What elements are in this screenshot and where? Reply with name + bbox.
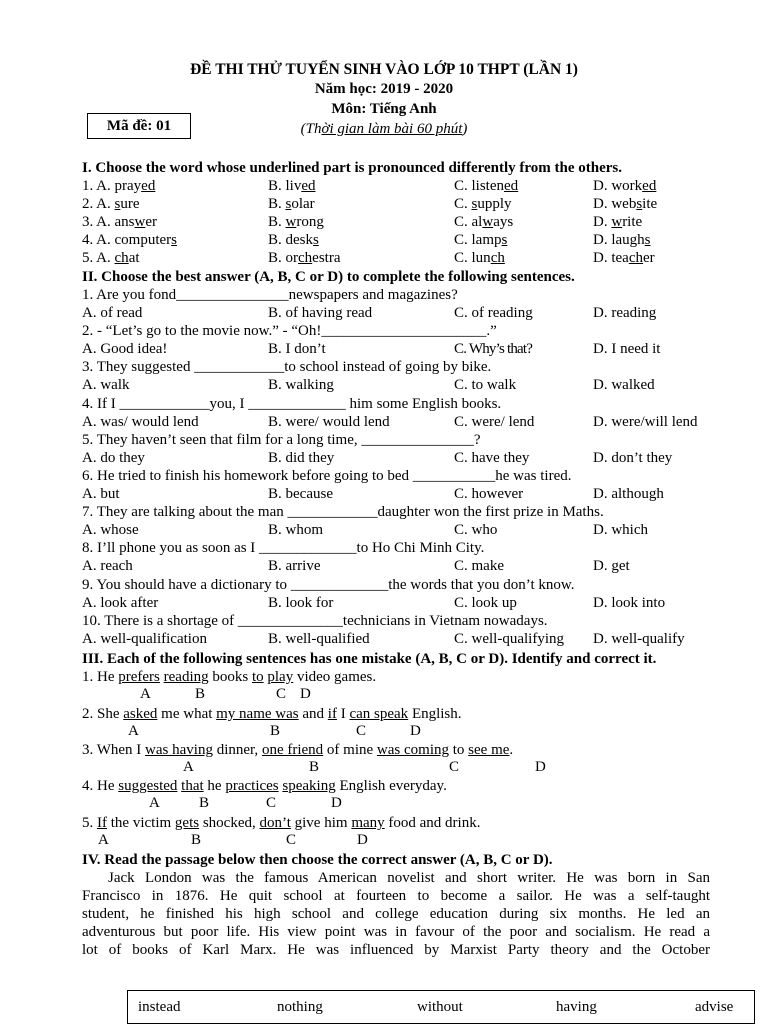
time-underlined: ời gian làm bài 60 phút	[321, 121, 463, 137]
option	[268, 195, 315, 213]
reading-passage	[82, 869, 710, 959]
answer-option: C. look up	[454, 594, 517, 611]
sentence-text: give him	[290, 815, 352, 831]
option-text: ite	[642, 196, 658, 212]
option-text: 3. A. ans	[82, 214, 135, 230]
answer-option: D. although	[593, 486, 664, 502]
option-text: ure	[120, 196, 140, 212]
answer-option: A. but	[82, 486, 120, 502]
underlined-part: s	[313, 232, 319, 248]
underlined-part: can speak	[349, 706, 409, 722]
option-letters	[0, 723, 768, 739]
option-letter: D	[331, 795, 342, 811]
question-row	[82, 213, 722, 231]
option	[268, 231, 319, 249]
sentence-text: dinner,	[212, 742, 262, 758]
answer-option: D. were/will lend	[593, 413, 698, 430]
underlined-part: s	[285, 196, 292, 212]
option	[82, 195, 140, 213]
sentence-text: food and drink.	[384, 815, 481, 831]
underlined-part: that	[181, 778, 204, 794]
sentence-text: .	[509, 742, 514, 758]
answer-option: C. Why’s that?	[454, 341, 533, 358]
underlined-part: ed	[642, 178, 657, 194]
underlined-part: w	[482, 214, 494, 230]
option-text: B. desk	[268, 232, 313, 248]
option	[454, 177, 518, 195]
underlined-part: ch	[490, 250, 505, 266]
option-letter: B	[195, 686, 206, 702]
option-text: C. al	[454, 214, 483, 230]
answer-option: D. I need it	[593, 341, 661, 358]
underlined-part: w	[134, 214, 146, 230]
underlined-part: many	[351, 815, 385, 831]
option-letters	[0, 686, 768, 702]
option-text: 4. A. computer	[82, 232, 172, 248]
underlined-part: ed	[301, 178, 316, 194]
answer-option: A. was/ would lend	[82, 413, 199, 430]
option-text: rite	[622, 214, 643, 230]
underlined-part: ch	[628, 250, 643, 266]
answer-option: D. walked	[593, 377, 655, 394]
answer-option: B. well-qualified	[268, 630, 370, 647]
option-text: D. work	[593, 178, 643, 194]
option-text: B. liv	[268, 178, 302, 194]
option	[593, 195, 657, 213]
option-text: D. tea	[593, 250, 629, 266]
underlined-part: to	[251, 669, 264, 685]
option-letter: A	[149, 795, 160, 811]
school-year: Năm học: 2019 - 2020	[314, 81, 454, 97]
option	[454, 249, 505, 267]
answer-option: C. well-qualifying	[454, 630, 564, 647]
time-prefix: (Th	[300, 121, 322, 137]
sentence-text: me what	[157, 706, 217, 722]
question-row	[82, 249, 722, 267]
sentence-text: English everyday.	[335, 778, 447, 794]
sentence-text: he	[203, 778, 226, 794]
option	[82, 177, 155, 195]
underlined-part: s	[501, 232, 508, 248]
question-text: 8. I’ll phone you as soon as I _____________to Ho Chi Minh City.	[82, 540, 485, 557]
sentence-text: 5.	[82, 815, 97, 831]
answer-option: A. walk	[82, 377, 130, 394]
answer-option: C. who	[454, 522, 498, 539]
underlined-part: if	[327, 706, 337, 722]
sentence-text: 2. She	[82, 706, 124, 722]
answer-option: B. were/ would lend	[268, 413, 390, 430]
option-text: 2. A.	[82, 196, 115, 212]
question-text: 10. There is a shortage of ______________technicians in Vietnam nowadays.	[82, 612, 548, 629]
sentence	[82, 741, 513, 759]
underlined-part: If	[97, 815, 107, 831]
underlined-part: my name was	[216, 706, 299, 722]
answer-option: A. reach	[82, 558, 133, 575]
option-text: olar	[291, 196, 315, 212]
section-3-title: III. Each of the following sentences has one mistake (A, B, C or D). Identify and correct it.	[82, 651, 657, 667]
option	[593, 249, 655, 267]
question-text: 1. Are you fond_______________newspapers and magazines?	[82, 287, 458, 303]
underlined-part: don’t	[259, 815, 291, 831]
question-row	[82, 195, 722, 213]
option-text: B. or	[268, 250, 298, 266]
option	[268, 249, 341, 267]
sentence-text: video games.	[293, 669, 377, 685]
underlined-part: was coming	[376, 742, 449, 758]
option	[268, 177, 316, 195]
passage-line: Jack London was the famous American novelist and short writer. He was born in San	[108, 870, 710, 886]
underlined-part: s	[471, 196, 478, 212]
underlined-part: reading	[163, 669, 209, 685]
sentence-text: books	[208, 669, 252, 685]
option	[82, 213, 157, 231]
sentence	[82, 814, 480, 832]
option-text: B.	[268, 214, 286, 230]
option-text: 5. A.	[82, 250, 115, 266]
option	[268, 213, 324, 231]
option	[454, 195, 512, 213]
answer-option: B. of having read	[268, 305, 373, 321]
answer-option: D. don’t they	[593, 449, 673, 466]
word-box-item: instead	[138, 999, 181, 1015]
option	[593, 213, 642, 231]
underlined-part: was having	[145, 742, 213, 758]
sentence-text: and	[298, 706, 328, 722]
underlined-part: prefers	[118, 669, 160, 685]
sentence-text: I	[336, 706, 350, 722]
sentence	[82, 705, 462, 723]
underlined-part: ed	[504, 178, 519, 194]
option-letter: A	[98, 832, 109, 848]
underlined-part: one friend	[261, 742, 324, 758]
underlined-part: w	[611, 214, 623, 230]
option-text: B.	[268, 196, 286, 212]
option-text: C. listen	[454, 178, 505, 194]
answer-option: C. make	[454, 558, 504, 575]
answer-option: B. arrive	[268, 558, 321, 575]
option-text: at	[128, 250, 140, 266]
underlined-part: s	[644, 232, 651, 248]
sentence-text: to	[449, 742, 469, 758]
word-box	[127, 990, 755, 1024]
option-letter: B	[199, 795, 210, 811]
question-text: 2. - “Let’s go to the movie now.” - “Oh!______________________.”	[82, 323, 497, 340]
option-letter: B	[309, 759, 320, 775]
answer-option: B. I don’t	[268, 341, 326, 358]
sentence	[82, 668, 376, 686]
word-box-item: advise	[695, 999, 734, 1015]
section-2-title: II. Choose the best answer (A, B, C or D) to complete the following sentences.	[82, 269, 575, 285]
answer-row	[82, 485, 722, 503]
answer-option: A. whose	[82, 522, 139, 539]
option	[82, 231, 177, 249]
option-text: D. laugh	[593, 232, 645, 248]
option-text: C.	[454, 196, 472, 212]
option-letter: D	[300, 686, 311, 702]
section-4-title: IV. Read the passage below then choose the correct answer (A, B, C or D).	[82, 852, 553, 868]
sentence-text: English.	[408, 706, 462, 722]
option-letter: A	[140, 686, 151, 702]
word-box-item: nothing	[277, 999, 323, 1015]
option-letter: B	[270, 723, 281, 739]
question-row	[82, 177, 722, 195]
option-text: C. lamp	[454, 232, 502, 248]
sentence-text: shocked,	[199, 815, 260, 831]
question-text: 5. They haven’t seen that film for a long time, _______________?	[82, 431, 481, 448]
question-text: 7. They are talking about the man ____________daughter won the first prize in Maths.	[82, 504, 604, 521]
underlined-part: s	[171, 232, 177, 248]
underlined-part: ch	[114, 250, 129, 266]
underlined-part: ed	[141, 178, 156, 194]
answer-row	[82, 304, 722, 322]
underlined-part: practices	[225, 778, 279, 794]
question-text: 4. If I ____________you, I _____________ him some English books.	[82, 395, 502, 412]
option-letter: C	[276, 686, 287, 702]
sentence-text: 3. When I	[82, 742, 146, 758]
word-box-item: without	[417, 999, 463, 1015]
answer-option: A. of read	[82, 305, 143, 321]
answer-option: C. have they	[454, 449, 530, 466]
sentence-text: the victim	[107, 815, 175, 831]
underlined-part: play	[267, 669, 294, 685]
time-allowed	[0, 121, 768, 138]
answer-row	[82, 557, 722, 575]
option-text: er	[145, 214, 157, 230]
sentence-text: 4. He	[82, 778, 119, 794]
answer-option: C. however	[454, 486, 524, 502]
question-text: 9. You should have a dictionary to _____________the words that you don’t know.	[82, 576, 575, 593]
option	[593, 177, 656, 195]
option-letter: A	[183, 759, 194, 775]
answer-option: A. well-qualification	[82, 630, 207, 647]
word-box-item: having	[556, 999, 597, 1015]
underlined-part: suggested	[118, 778, 178, 794]
option-letter: D	[410, 723, 421, 739]
option	[593, 231, 651, 249]
option-letter: B	[191, 832, 202, 848]
answer-option: B. look for	[268, 594, 334, 611]
option-letter: C	[449, 759, 460, 775]
section-1-title: I. Choose the word whose underlined part is pronounced differently from the others.	[82, 160, 623, 176]
option-letter: A	[128, 723, 139, 739]
option-letter: C	[266, 795, 277, 811]
passage-line: student, he finished his high school and college education during six months. He led an	[82, 906, 710, 922]
underlined-part: asked	[123, 706, 158, 722]
option	[454, 231, 507, 249]
answer-option: D. which	[593, 522, 648, 539]
option-text: estra	[312, 250, 341, 266]
question-text: 6. He tried to finish his homework before going to bed ___________he was tired.	[82, 468, 572, 484]
answer-option: C. to walk	[454, 377, 517, 394]
option-letter: D	[535, 759, 546, 775]
time-suffix: )	[462, 121, 468, 137]
option-letter: D	[357, 832, 368, 848]
sentence-text: 1. He	[82, 669, 119, 685]
option-letters	[0, 832, 768, 848]
question-text: 3. They suggested ____________to school instead of going by bike.	[82, 359, 492, 376]
underlined-part: w	[285, 214, 297, 230]
option-text: upply	[477, 196, 512, 212]
answer-row	[82, 376, 722, 394]
option-text: C. lun	[454, 250, 491, 266]
subject: Môn: Tiếng Anh	[331, 101, 437, 117]
option-letters	[0, 795, 768, 811]
option	[454, 213, 513, 231]
option-text: er	[643, 250, 655, 266]
answer-row	[82, 521, 722, 539]
underlined-part: s	[636, 196, 643, 212]
exam-title: ĐỀ THI THỬ TUYỂN SINH VÀO LỚP 10 THPT (LẦN 1)	[190, 61, 578, 78]
underlined-part: see me	[468, 742, 510, 758]
underlined-part: speaking	[282, 778, 336, 794]
answer-option: C. were/ lend	[454, 413, 535, 430]
answer-row	[82, 449, 722, 467]
option-letter: C	[356, 723, 367, 739]
sentence-text: of mine	[323, 742, 377, 758]
underlined-part: s	[114, 196, 121, 212]
answer-option: D. get	[593, 558, 630, 575]
answer-row	[82, 413, 722, 431]
option-letters	[0, 759, 768, 775]
answer-option: C. of reading	[454, 305, 533, 321]
answer-row	[82, 594, 722, 612]
answer-option: A. Good idea!	[82, 341, 168, 358]
answer-option: A. look after	[82, 594, 159, 611]
option-text: rong	[296, 214, 324, 230]
answer-option: B. walking	[268, 377, 334, 394]
option-text: D.	[593, 214, 612, 230]
answer-option: A. do they	[82, 449, 145, 466]
answer-option: D. look into	[593, 594, 666, 611]
passage-line: lot of books of Karl Marx. He was influenced by Marxist Party theory and the October	[82, 942, 710, 958]
question-row	[82, 231, 722, 249]
exam-code-box: Mã đề: 01	[87, 113, 191, 139]
option	[82, 249, 140, 267]
sentence	[82, 777, 447, 795]
answer-option: B. whom	[268, 522, 324, 539]
option-text: 1. A. pray	[82, 178, 142, 194]
passage-line: adventurous but poor life. His view point was in favour of the poor and socialism. He read a	[82, 924, 710, 940]
answer-option: B. did they	[268, 449, 335, 466]
option-text: D. web	[593, 196, 637, 212]
option-text: ays	[493, 214, 514, 230]
answer-row	[82, 340, 722, 358]
answer-option: B. because	[268, 486, 333, 502]
answer-option: D. reading	[593, 305, 657, 321]
answer-option: D. well-qualify	[593, 630, 685, 647]
answer-row	[82, 630, 722, 648]
underlined-part: gets	[174, 815, 200, 831]
underlined-part: ch	[298, 250, 313, 266]
passage-line: Francisco in 1876. He quit school at fourteen to become a sailor. He was a self-taught	[82, 888, 710, 904]
option-letter: C	[286, 832, 297, 848]
